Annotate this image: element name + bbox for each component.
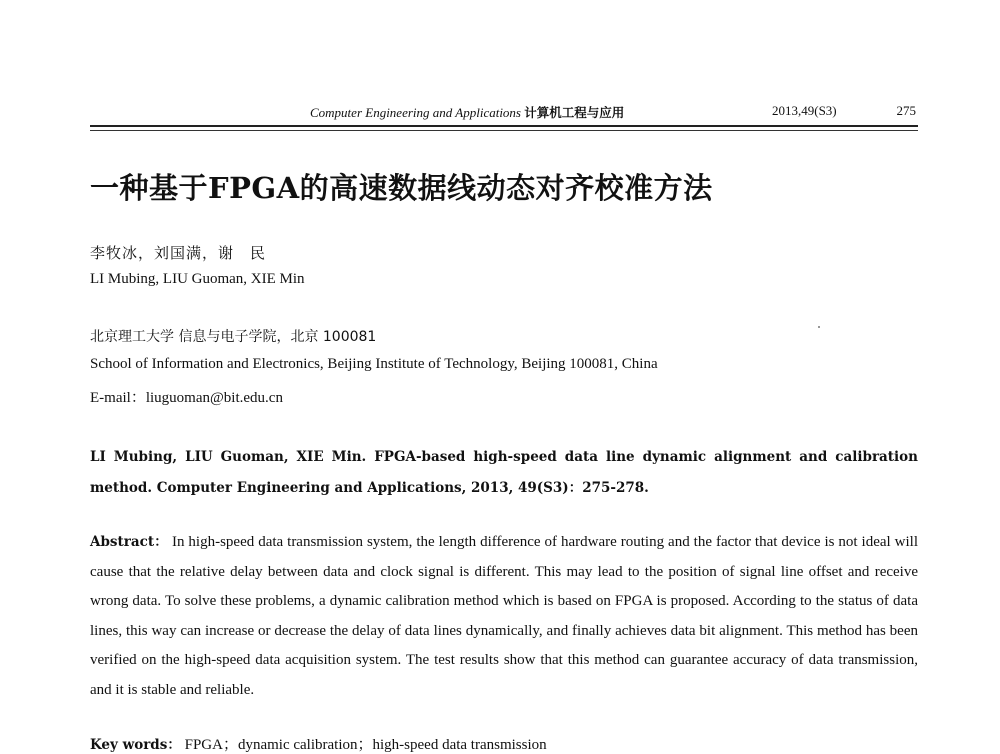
issue-info: 2013,49(S3)	[772, 103, 837, 118]
page-number: 275	[896, 103, 916, 118]
journal-name-cn: 计算机工程与应用	[524, 105, 625, 120]
header-rule-thin	[90, 130, 918, 131]
abstract-block	[90, 528, 918, 705]
scan-speck	[818, 326, 820, 328]
authors-chinese: 李牧冰，刘国满，谢 民	[90, 244, 267, 262]
author-email: E-mail：liuguoman@bit.edu.cn	[90, 390, 283, 406]
abstract-text: In high-speed data transmission system, the length difference of hardware routing and the factor that device is not ideal will cause that the relative delay between data and clock signal is different. This may lead to the position of signal line offset and receive wrong data. To solve these problems, a dynamic calibration method which is based on FPGA is proposed. According to the status of data lines, this way can increase or decrease the delay of data lines dynamically, and finally achieves data bit alignment. This method has been verified on the high-speed data acquisition system. The test results show that this method can guarantee accuracy of data transmission, and it is stable and reliable.	[90, 534, 918, 698]
keywords-text: FPGA；dynamic calibration；high-speed data transmission	[184, 737, 547, 753]
running-header-journal	[310, 103, 624, 121]
running-header	[90, 100, 918, 124]
authors-english: LI Mubing, LIU Guoman, XIE Min	[90, 271, 305, 287]
header-rule-thick	[90, 125, 918, 127]
keywords-label: Key words：	[90, 737, 181, 753]
affiliation-chinese: 北京理工大学 信息与电子学院，北京 100081	[90, 329, 377, 345]
affiliation-english: School of Information and Electronics, Beijing Institute of Technology, Beijing 100081, China	[90, 356, 658, 372]
paper-title: 一种基于FPGA的高速数据线动态对齐校准方法	[90, 171, 713, 205]
citation-block: LI Mubing, LIU Guoman, XIE Min. FPGA-based high-speed data line dynamic alignment and calibration method. Computer Engineering and Applications, 2013, 49(S3)：275-278.	[90, 449, 918, 496]
journal-name-en: Computer Engineering and Applications	[310, 105, 521, 120]
abstract-label: Abstract：	[90, 534, 168, 550]
